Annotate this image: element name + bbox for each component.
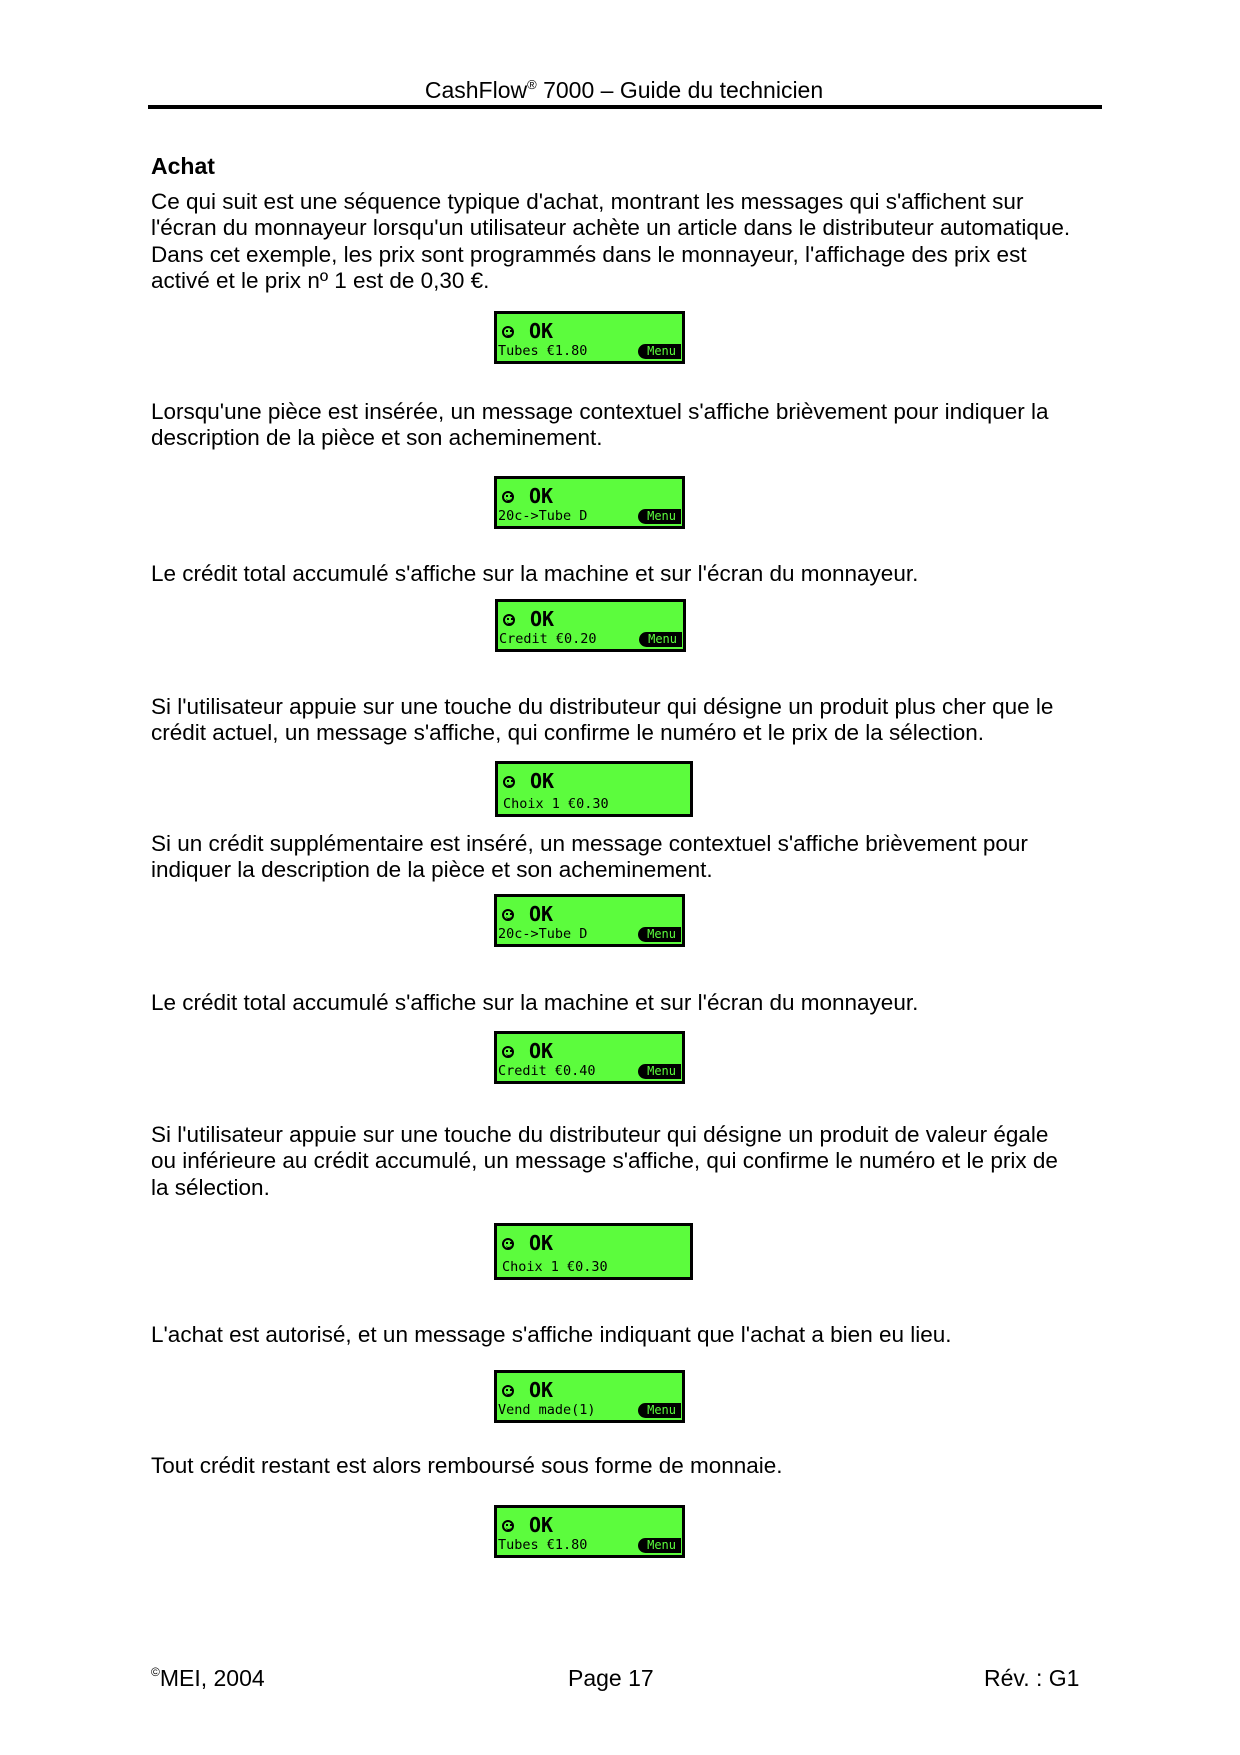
lcd-screen <box>494 894 685 947</box>
text-line: la sélection. <box>151 1174 270 1200</box>
smiley-icon <box>502 491 514 503</box>
lcd-menu-label: Menu <box>638 509 681 524</box>
lcd-info: Choix 1 €0.30 <box>503 796 609 812</box>
lcd-info: Tubes €1.80 <box>498 1537 588 1553</box>
smiley-icon <box>502 909 514 921</box>
text-line: L'achat est autorisé, et un message s'affiche indiquant que l'achat a bien eu lieu. <box>151 1322 952 1347</box>
text-line: Si l'utilisateur appuie sur une touche du distributeur qui désigne un produit de valeur égale <box>151 1122 1049 1147</box>
text-line: l'écran du monnayeur lorsqu'un utilisateur achète un article dans le distributeur automatique. <box>151 215 1071 241</box>
text-line: ou inférieure au crédit accumulé, un message s'affiche, qui confirme le numéro et le prix de <box>151 1148 1058 1174</box>
lcd-status: OK <box>530 607 555 631</box>
lcd-menu-label: Menu <box>638 1538 681 1553</box>
text-line: indiquer la description de la pièce et son acheminement. <box>151 857 713 883</box>
text-line: Le crédit total accumulé s'affiche sur la machine et sur l'écran du monnayeur. <box>151 990 919 1015</box>
smiley-icon <box>502 1520 514 1532</box>
paragraph-intro <box>151 189 1111 295</box>
lcd-screen <box>494 1370 685 1423</box>
lcd-status: OK <box>530 769 555 793</box>
lcd-screen <box>494 476 685 529</box>
paragraph-coin-inserted <box>151 399 1111 452</box>
lcd-info: Credit €0.20 <box>499 631 597 647</box>
lcd-screen <box>494 1223 693 1280</box>
smiley-icon <box>503 776 515 788</box>
smiley-icon <box>502 326 514 338</box>
text-line: Lorsqu'une pièce est insérée, un message contextuel s'affiche brièvement pour indiquer la <box>151 399 1049 424</box>
paragraph-selection-lower <box>151 1122 1111 1201</box>
lcd-status: OK <box>529 1231 554 1255</box>
smiley-icon <box>503 614 515 626</box>
paragraph-change-returned <box>151 1453 1111 1479</box>
lcd-status: OK <box>529 1039 554 1063</box>
text-line: Tout crédit restant est alors remboursé sous forme de monnaie. <box>151 1453 783 1478</box>
paragraph-credit-total <box>151 990 1111 1016</box>
lcd-menu-label: Menu <box>638 344 681 359</box>
lcd-screen <box>495 761 693 817</box>
footer-revision: Rév. : G1 <box>984 1665 1080 1691</box>
lcd-screen <box>494 311 685 364</box>
lcd-status: OK <box>529 1513 554 1537</box>
lcd-status: OK <box>529 484 554 508</box>
header-rule <box>148 105 1102 109</box>
text-line: crédit actuel, un message s'affiche, qui confirme le numéro et le prix de la sélection. <box>151 720 985 746</box>
paragraph-selection-higher <box>151 694 1111 747</box>
lcd-menu-label: Menu <box>638 927 681 942</box>
footer-page-number: Page 17 <box>568 1665 654 1691</box>
paragraph-credit <box>151 561 1111 587</box>
text-line: Ce qui suit est une séquence typique d'achat, montrant les messages qui s'affichent sur <box>151 189 1024 214</box>
text-line: description de la pièce et son acheminement. <box>151 425 603 451</box>
lcd-status: OK <box>529 1378 554 1402</box>
footer-copyright <box>151 1664 265 1692</box>
lcd-menu-label: Menu <box>639 632 682 647</box>
page-header <box>148 76 1100 104</box>
lcd-info: Choix 1 €0.30 <box>502 1259 608 1275</box>
smiley-icon <box>502 1046 514 1058</box>
lcd-menu-label: Menu <box>638 1064 681 1079</box>
text-line: Le crédit total accumulé s'affiche sur la machine et sur l'écran du monnayeur. <box>151 561 919 586</box>
text-line: Si un crédit supplémentaire est inséré, un message contextuel s'affiche brièvement pour <box>151 831 1028 856</box>
paragraph-vend-authorized <box>151 1322 1111 1348</box>
lcd-info: 20c->Tube D <box>498 926 588 942</box>
text-line: activé et le prix nº 1 est de 0,30 €. <box>151 268 490 294</box>
header-title: 7000 – Guide du technicien <box>536 77 824 103</box>
lcd-info: Credit €0.40 <box>498 1063 596 1079</box>
lcd-menu-label: Menu <box>638 1403 681 1418</box>
paragraph-extra-credit <box>151 831 1111 884</box>
header-brand: CashFlow <box>424 77 528 103</box>
text-line: Dans cet exemple, les prix sont programmés dans le monnayeur, l'affichage des prix est <box>151 241 1027 267</box>
lcd-info: Tubes €1.80 <box>498 343 588 359</box>
section-title: Achat <box>151 153 215 179</box>
registered-mark: ® <box>527 77 537 92</box>
smiley-icon <box>502 1238 514 1250</box>
copyright-mark: © <box>151 1665 160 1679</box>
lcd-info: Vend made(1) <box>498 1402 596 1418</box>
lcd-screen <box>494 1505 685 1558</box>
lcd-screen <box>494 1031 685 1084</box>
lcd-status: OK <box>529 902 554 926</box>
lcd-screen <box>495 599 686 652</box>
lcd-status: OK <box>529 319 554 343</box>
text-line: Si l'utilisateur appuie sur une touche du distributeur qui désigne un produit plus cher que le <box>151 694 1054 719</box>
smiley-icon <box>502 1385 514 1397</box>
copyright-text: MEI, 2004 <box>159 1665 265 1691</box>
lcd-info: 20c->Tube D <box>498 508 588 524</box>
